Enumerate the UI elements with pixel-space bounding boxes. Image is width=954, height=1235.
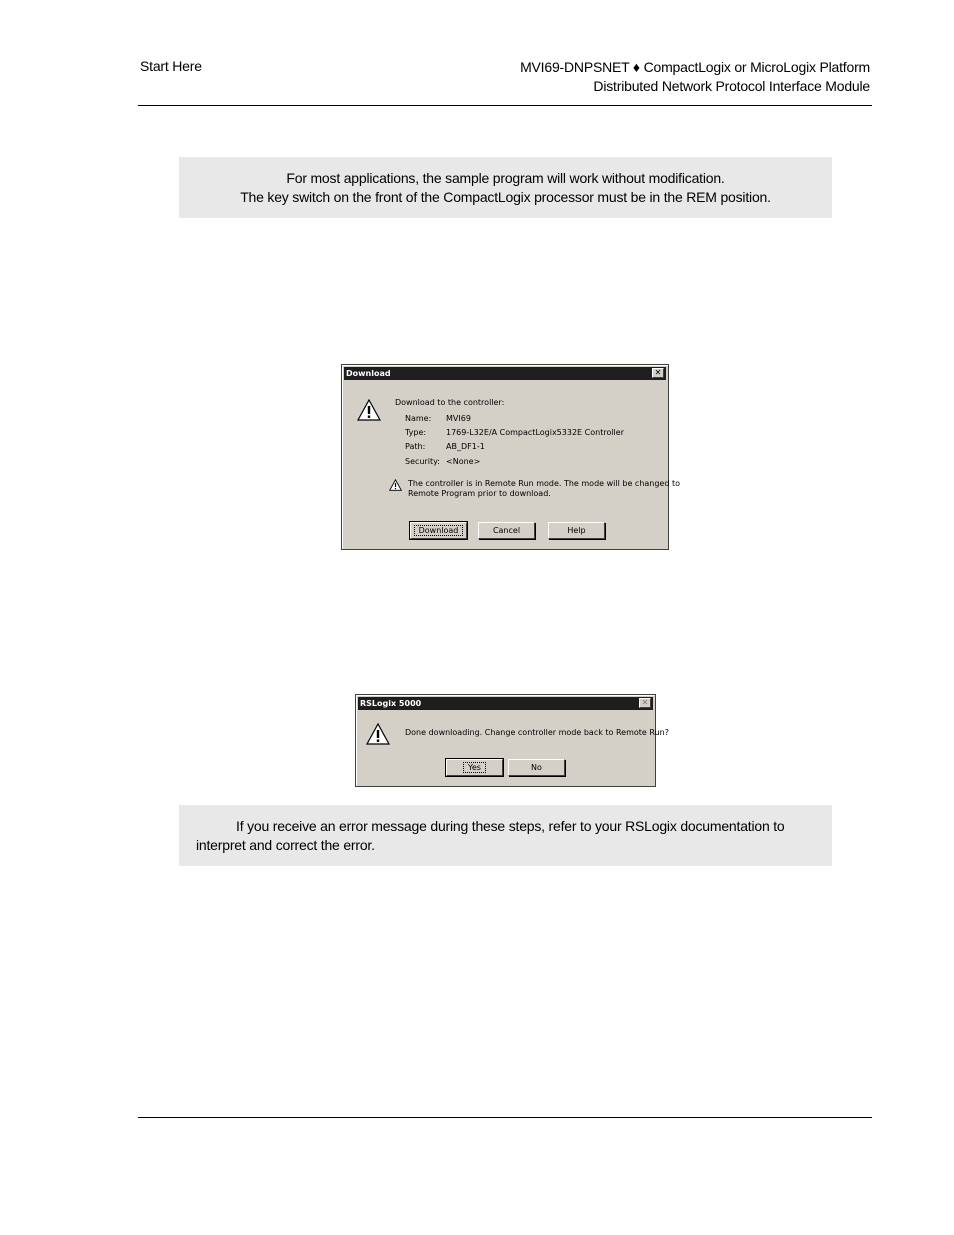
footer-rule	[138, 1117, 872, 1118]
close-icon[interactable]: ✕	[639, 698, 651, 708]
done-downloading-message: Done downloading. Change controller mode back to Remote Run?	[405, 728, 669, 737]
close-icon[interactable]: ✕	[652, 368, 664, 378]
note-bottom-line2: interpret and correct the error.	[196, 837, 375, 853]
field-label-type: Type:	[405, 428, 427, 437]
download-button[interactable]	[410, 522, 467, 539]
cancel-button-label: Cancel	[492, 526, 521, 535]
note-bottom-line1: If you receive an error message during these steps, refer to your RSLogix documentation to	[236, 818, 785, 834]
yes-button-label: Yes	[463, 762, 486, 773]
rslogix-dialog-titlebar	[358, 697, 653, 710]
field-label-path: Path:	[405, 442, 426, 451]
note-box-bottom	[179, 805, 832, 866]
download-dialog-title: Download	[346, 369, 391, 378]
remote-run-warning-line2: Remote Program prior to download.	[408, 489, 551, 498]
field-value-security: <None>	[446, 457, 481, 466]
field-label-security: Security:	[405, 457, 440, 466]
field-value-type: 1769-L32E/A CompactLogix5332E Controller	[446, 428, 624, 437]
warning-icon	[366, 723, 390, 745]
no-button-label: No	[531, 763, 542, 772]
cancel-button[interactable]	[478, 522, 535, 539]
note-top-line2: The key switch on the front of the CompactLogix processor must be in the REM position.	[240, 189, 771, 205]
header-product-line1: MVI69-DNPSNET ♦ CompactLogix or MicroLogix Platform	[520, 59, 870, 75]
download-intro-text: Download to the controller:	[395, 398, 505, 407]
field-label-name: Name:	[405, 414, 432, 423]
header-product-line2: Distributed Network Protocol Interface Module	[593, 78, 870, 94]
warning-icon	[357, 399, 381, 421]
download-dialog-titlebar	[344, 367, 666, 380]
header-section-title: Start Here	[140, 58, 202, 74]
download-dialog	[341, 364, 681, 550]
rslogix-dialog-title: RSLogix 5000	[360, 699, 422, 708]
help-button-label: Help	[567, 526, 586, 535]
field-value-name: MVI69	[446, 414, 471, 423]
note-bottom-line1-wrap	[196, 817, 812, 836]
rslogix-dialog	[355, 694, 669, 787]
warning-small-icon	[389, 479, 402, 491]
help-button[interactable]	[548, 522, 605, 539]
note-top-line1: For most applications, the sample program will work without modification.	[286, 170, 725, 186]
header-product-title	[520, 58, 870, 96]
no-button[interactable]	[508, 759, 565, 776]
field-value-path: AB_DF1-1	[446, 442, 485, 451]
note-box-top	[179, 157, 832, 218]
download-button-label: Download	[414, 525, 464, 536]
remote-run-warning-line1: The controller is in Remote Run mode. The mode will be changed to	[408, 479, 681, 488]
header-rule	[138, 105, 872, 106]
yes-button[interactable]	[446, 759, 503, 776]
